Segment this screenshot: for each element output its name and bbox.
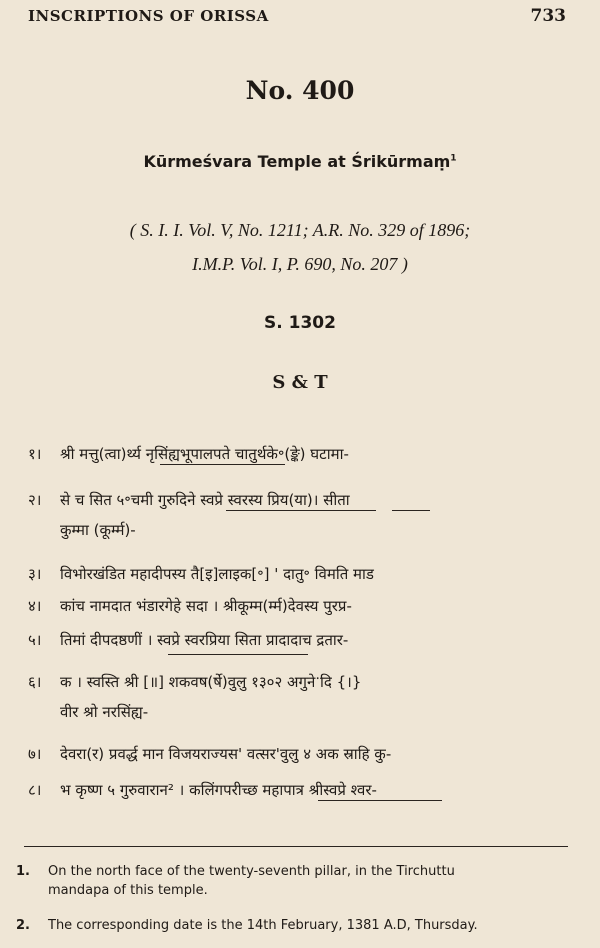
inscription-line-4: [28, 596, 580, 616]
inscription-line-1: [28, 444, 580, 464]
footnote-text: On the north face of the twenty-seventh pillar, in the Tirchuttu: [48, 864, 455, 879]
line-text: कांच नामदात भंडारगेहे सदा । श्रीकूम्म(र्म्म)देवस्य पुरप्र-: [60, 597, 352, 615]
inscription-line-5: [28, 630, 580, 650]
underline-mark: [392, 510, 430, 511]
underline-mark: [226, 510, 376, 511]
footnote-number: 1.: [16, 864, 30, 879]
footnote-number: 2.: [16, 918, 30, 933]
underline-mark: [168, 654, 308, 655]
footnote-rule: [24, 846, 568, 847]
footnote-2: [16, 918, 572, 933]
line-number: ८।: [28, 781, 42, 799]
line-number: ३।: [28, 565, 42, 583]
line-number: ५।: [28, 631, 42, 649]
line-text: श्री मत्तु(त्वा)र्थ्य नृसिंह्यभूपालपते चातुर्थके॰(ङ्के) घटामा-: [60, 445, 349, 463]
line-continuation: कुम्मा (कूर्म्म)-: [60, 521, 136, 539]
line-number: ६।: [28, 673, 42, 691]
underline-mark: [160, 464, 285, 465]
line-number: ४।: [28, 597, 42, 615]
reference-line-1: ( S. I. I. Vol. V, No. 1211; A.R. No. 329 of 1896;: [129, 220, 471, 240]
inscription-line-2: [28, 490, 580, 540]
inscription-number: No. 400: [245, 76, 355, 105]
saka-year: S. 1302: [264, 313, 336, 333]
running-title: INSCRIPTIONS OF ORISSA: [28, 7, 269, 25]
line-text: से च सित ५॰चमी गुरुदिने स्वप्रे स्वरस्य प्रिय(या)। सीता: [60, 491, 350, 509]
line-text: विभोरखंडित महादीपस्य तै[इ]लाइक[॰] ' दातु॰ विमति माड: [60, 565, 374, 583]
underline-mark: [318, 800, 442, 801]
inscription-line-6: [28, 672, 580, 722]
line-continuation: वीर श्रो नरसिंह्य-: [60, 703, 149, 721]
inscription-line-8: [28, 780, 580, 800]
line-text: क । स्वस्ति श्री [॥] शकवष(र्षे)वुलु १३०२ अगुनेॱदि {।}: [60, 673, 362, 691]
temple-name: Kūrmeśvara Temple at Śrikūrmaṃ: [143, 152, 451, 171]
page-number: 733: [530, 6, 566, 26]
line-number: ७।: [28, 745, 42, 763]
line-text: भ कृष्ण ५ गुरुवारान² । कलिंगपरीच्छ महापात्र श्रीस्वप्रे श्वर-: [60, 781, 377, 799]
footnote-1: [16, 864, 572, 898]
running-head: [28, 6, 566, 26]
footnote-text: The corresponding date is the 14th February, 1381 A.D, Thursday.: [48, 918, 478, 933]
temple-heading: [0, 152, 600, 171]
inscription-line-7: [28, 744, 580, 764]
inscription-line-3: [28, 564, 580, 584]
line-text: तिमां दीपदष्ठणीं । स्वप्रे स्वरप्रिया सिता प्रादादाच द्रतार-: [60, 631, 349, 649]
line-number: २।: [28, 491, 42, 509]
line-text: देवरा(र) प्रवर्द्ध मान विजयराज्यस' वत्सर'वुलु ४ अक स्राहि कु-: [60, 745, 392, 763]
footnote-continuation: mandapa of this temple.: [48, 883, 208, 898]
line-number: १।: [28, 445, 42, 463]
script-note: S & T: [272, 372, 328, 393]
footnote-marker: 1: [450, 153, 457, 164]
reference-line-2: I.M.P. Vol. I, P. 690, No. 207 ): [192, 254, 408, 274]
